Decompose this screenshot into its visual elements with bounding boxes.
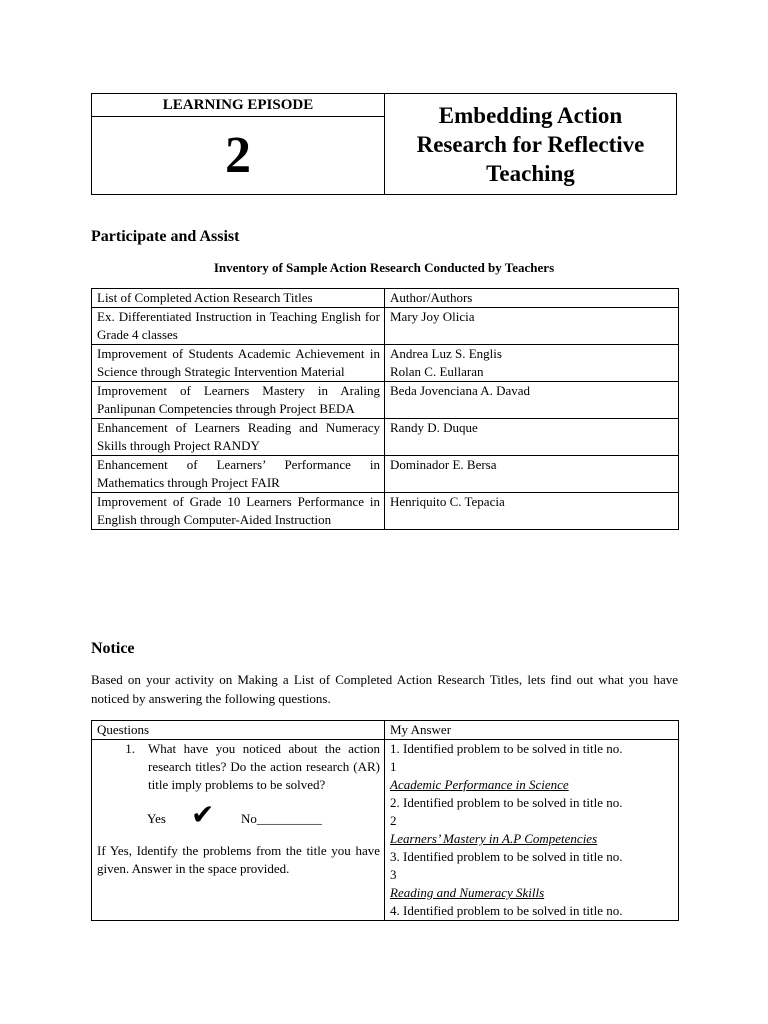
- notice-instructions: Based on your activity on Making a List of Completed Action Research Titles, lets find out what you have noticed by answering the following questions.: [91, 672, 678, 706]
- inventory-table-title: Inventory of Sample Action Research Conducted by Teachers: [213, 260, 555, 275]
- episode-cell: [92, 94, 385, 194]
- research-title-cell: Enhancement of Learners’ Performance in Mathematics through Project FAIR: [92, 456, 385, 493]
- episode-header-box: [91, 93, 677, 195]
- author-cell: Randy D. Duque: [385, 419, 679, 456]
- author-cell: Dominador E. Bersa: [385, 456, 679, 493]
- author-name: Rolan C. Eullaran: [390, 364, 484, 379]
- yes-no-row: [147, 798, 380, 832]
- table-row: [92, 493, 679, 530]
- answer-prefix: 3. Identified problem to be solved in title no.: [390, 849, 623, 864]
- column-header: Author/Authors: [385, 289, 679, 308]
- yes-label: Yes: [147, 811, 166, 826]
- answer-title-number: 2: [390, 813, 397, 828]
- table-row: [92, 382, 679, 419]
- author-cell: Mary Joy Olicia: [385, 308, 679, 345]
- research-title-cell: Improvement of Students Academic Achievement in Science through Strategic Intervention Material: [92, 345, 385, 382]
- column-header: List of Completed Action Research Titles: [92, 289, 385, 308]
- question-followup: If Yes, Identify the problems from the title you have given. Answer in the space provided.: [97, 843, 380, 876]
- episode-title: [385, 94, 676, 194]
- answer-problem: Academic Performance in Science: [390, 777, 569, 792]
- table-row: [92, 740, 679, 921]
- author-cell: Henriquito C. Tepacia: [385, 493, 679, 530]
- episode-title-line: Embedding Action: [438, 102, 623, 128]
- questions-table: [91, 720, 679, 921]
- table-row: [92, 308, 679, 345]
- answer-problem: Reading and Numeracy Skills: [390, 885, 545, 900]
- table-row: [92, 345, 679, 382]
- column-header: Questions: [92, 721, 385, 740]
- research-title-cell: Improvement of Grade 10 Learners Performance in English through Computer-Aided Instruction: [92, 493, 385, 530]
- episode-label: LEARNING EPISODE: [92, 94, 384, 117]
- column-header: My Answer: [385, 721, 679, 740]
- check-icon: ✔: [191, 798, 215, 831]
- answer-problem: Learners’ Mastery in A.P Competencies: [390, 831, 598, 846]
- answer-prefix: 1. Identified problem to be solved in title no.: [390, 741, 623, 756]
- question-text: What have you noticed about the action research titles? Do the action research (AR) title imply problems to be solved?: [148, 741, 380, 792]
- question-number: 1.: [125, 741, 135, 756]
- answer-title-number: 3: [390, 867, 397, 882]
- research-title-cell: Enhancement of Learners Reading and Numeracy Skills through Project RANDY: [92, 419, 385, 456]
- episode-title-line: Research for Reflective: [416, 131, 645, 157]
- table-header-row: [92, 721, 679, 740]
- research-title-cell: Improvement of Learners Mastery in Araling Panlipunan Competencies through Project BEDA: [92, 382, 385, 419]
- table-header-row: [92, 289, 679, 308]
- author-cell: Beda Jovenciana A. Davad: [385, 382, 679, 419]
- section-heading-participate: Participate and Assist: [91, 228, 240, 245]
- section-heading-notice: Notice: [91, 640, 135, 657]
- answer-prefix: 2. Identified problem to be solved in title no.: [390, 795, 623, 810]
- answer-prefix: 4. Identified problem to be solved in title no.: [390, 903, 623, 918]
- table-row: [92, 456, 679, 493]
- author-name: Andrea Luz S. Englis: [390, 346, 502, 361]
- research-title-cell: Ex. Differentiated Instruction in Teaching English for Grade 4 classes: [92, 308, 385, 345]
- no-label: No__________: [241, 811, 322, 826]
- episode-title-line: Teaching: [486, 160, 575, 186]
- answer-cell: [385, 740, 679, 921]
- answer-title-number: 1: [390, 759, 397, 774]
- episode-number: 2: [225, 127, 251, 184]
- question-cell: [92, 740, 385, 921]
- inventory-table: [91, 288, 679, 530]
- table-row: [92, 419, 679, 456]
- author-cell: [385, 345, 679, 382]
